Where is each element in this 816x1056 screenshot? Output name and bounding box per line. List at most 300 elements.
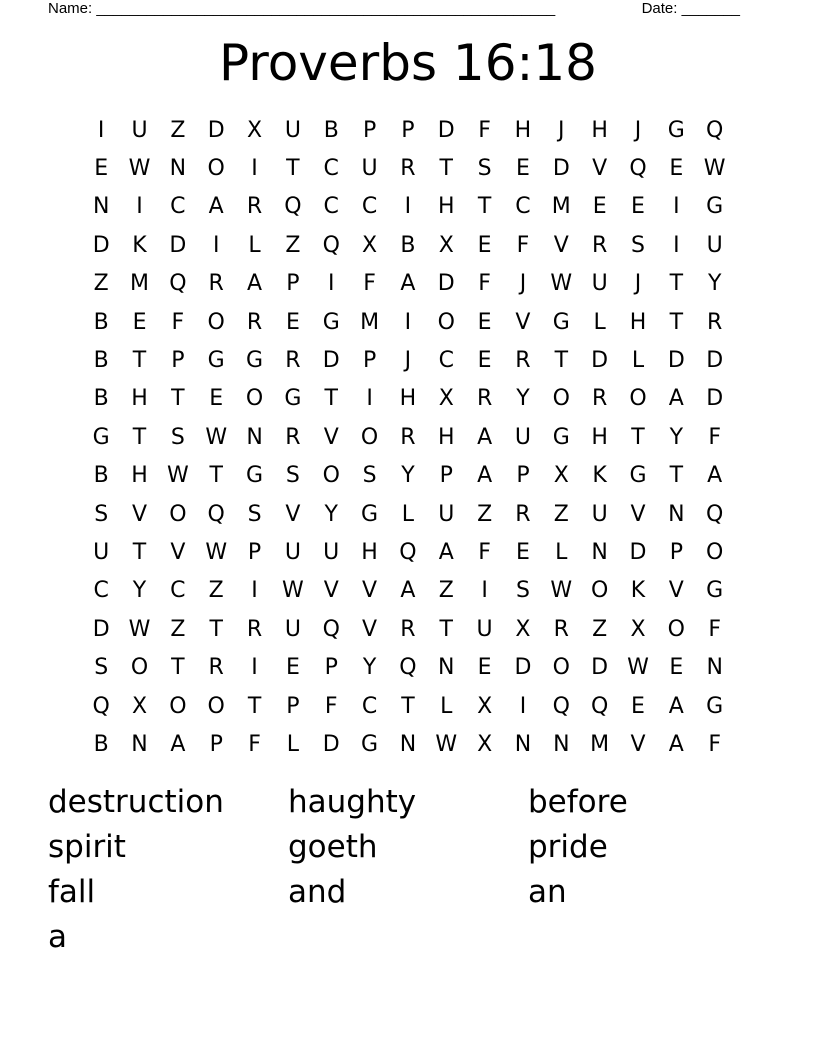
grid-cell: H	[437, 194, 455, 220]
grid-cell: O	[360, 424, 379, 450]
grid-cell: T	[286, 156, 300, 182]
grid-cell: Q	[629, 156, 647, 182]
grid-cell: O	[169, 693, 187, 719]
grid-cell: Z	[285, 232, 301, 258]
grid-cell: T	[132, 539, 147, 565]
grid-cell: J	[519, 271, 527, 297]
grid-cell: H	[629, 309, 647, 335]
grid-cell: D	[591, 348, 609, 374]
grid-cell: Z	[170, 616, 186, 642]
grid-cell: I	[212, 232, 220, 258]
grid-cell: R	[591, 386, 608, 412]
grid-cell: Q	[322, 232, 340, 258]
word-bank-item: before	[528, 784, 628, 820]
grid-cell: R	[400, 616, 416, 642]
grid-cell: P	[516, 463, 530, 489]
date-field-line[interactable]: Date: _______	[641, 0, 740, 17]
grid-cell: U	[591, 501, 608, 527]
grid-cell: R	[208, 271, 224, 297]
grid-cell: U	[591, 271, 608, 297]
grid-cell: Z	[208, 578, 224, 604]
grid-cell: B	[93, 386, 109, 412]
grid-cell: F	[363, 271, 376, 297]
grid-cell: N	[131, 731, 148, 757]
grid-cell: T	[477, 194, 492, 220]
grid-cell: T	[669, 271, 684, 297]
grid-cell: W	[128, 616, 151, 642]
grid-cell: Q	[706, 117, 724, 143]
grid-cell: G	[667, 117, 685, 143]
grid-cell: M	[130, 271, 149, 297]
grid-cell: A	[668, 731, 684, 757]
word-bank-item: destruction	[48, 784, 224, 820]
grid-cell: P	[324, 655, 338, 681]
grid-cell: E	[477, 655, 492, 681]
grid-cell: F	[516, 232, 530, 258]
grid-cell: F	[248, 731, 261, 757]
grid-cell: D	[706, 386, 724, 412]
grid-cell: O	[437, 309, 455, 335]
grid-cell: P	[171, 348, 185, 374]
grid-cell: W	[627, 655, 649, 681]
grid-cell: L	[401, 501, 415, 527]
grid-cell: R	[285, 348, 301, 374]
grid-cell: D	[322, 348, 340, 374]
grid-cell: D	[629, 539, 647, 565]
grid-cell: Y	[669, 424, 684, 450]
grid-cell: T	[171, 655, 185, 681]
grid-cell: T	[171, 386, 185, 412]
grid-cell: F	[708, 731, 721, 757]
grid-cell: H	[361, 539, 378, 565]
grid-cell: I	[97, 117, 105, 143]
grid-cell: P	[362, 348, 377, 374]
grid-cell: A	[707, 463, 723, 489]
name-field-line[interactable]: Name: _______________________________________________________	[48, 0, 556, 17]
grid-cell: G	[284, 386, 302, 412]
grid-cell: C	[438, 348, 454, 374]
grid-cell: T	[439, 156, 453, 182]
grid-cell: S	[94, 501, 109, 527]
grid-cell: Q	[590, 693, 609, 719]
grid-cell: G	[207, 348, 225, 374]
grid-cell: H	[437, 424, 455, 450]
grid-cell: L	[286, 731, 300, 757]
grid-cell: G	[706, 578, 724, 604]
grid-cell: N	[246, 424, 263, 450]
grid-cell: N	[169, 156, 187, 182]
grid-cell: D	[437, 271, 455, 297]
grid-cell: Q	[92, 693, 110, 719]
grid-cell: A	[247, 271, 263, 297]
grid-cell: T	[669, 463, 684, 489]
grid-cell: B	[93, 348, 109, 374]
grid-cell: W	[435, 731, 458, 757]
grid-cell: E	[209, 386, 224, 412]
grid-cell: U	[284, 616, 301, 642]
grid-cell: S	[247, 501, 262, 527]
grid-cell: T	[401, 693, 415, 719]
grid-cell: U	[131, 117, 148, 143]
grid-cell: K	[592, 463, 607, 489]
grid-cell: T	[132, 348, 147, 374]
grid-cell: V	[362, 578, 378, 604]
grid-cell: V	[362, 616, 378, 642]
grid-cell: D	[92, 232, 110, 258]
grid-cell: S	[94, 655, 109, 681]
grid-cell: A	[477, 424, 493, 450]
grid-cell: E	[477, 232, 492, 258]
grid-cell: I	[673, 194, 680, 220]
grid-cell: B	[93, 309, 109, 335]
grid-cell: G	[552, 424, 570, 450]
grid-cell: I	[327, 271, 335, 297]
grid-cell: X	[553, 463, 569, 489]
grid-cell: G	[629, 463, 647, 489]
grid-cell: J	[634, 271, 642, 297]
grid-cell: S	[631, 232, 645, 258]
grid-cell: F	[478, 271, 491, 297]
grid-cell: E	[516, 156, 530, 182]
grid-cell: U	[93, 539, 110, 565]
grid-cell: W	[703, 156, 726, 182]
grid-cell: R	[476, 386, 493, 412]
grid-cell: P	[669, 539, 683, 565]
grid-cell: G	[552, 309, 570, 335]
grid-cell: G	[92, 424, 110, 450]
grid-cell: R	[515, 348, 531, 374]
grid-cell: U	[438, 501, 455, 527]
grid-cell: V	[323, 424, 339, 450]
grid-cell: O	[552, 386, 570, 412]
word-search-grid	[82, 111, 734, 764]
grid-cell: P	[439, 463, 453, 489]
grid-cell: F	[708, 616, 721, 642]
word-bank-item: pride	[528, 829, 608, 865]
word-bank-item: fall	[48, 874, 96, 910]
grid-cell: Q	[169, 271, 187, 297]
grid-cell: E	[669, 655, 684, 681]
grid-cell: I	[366, 386, 373, 412]
grid-cell: P	[286, 271, 300, 297]
word-bank-item: spirit	[48, 829, 126, 865]
grid-cell: X	[131, 693, 148, 719]
grid-cell: H	[514, 117, 532, 143]
grid-cell: K	[630, 578, 646, 604]
grid-cell: U	[706, 232, 723, 258]
grid-cell: Q	[552, 693, 570, 719]
grid-cell: C	[323, 194, 339, 220]
grid-cell: W	[282, 578, 304, 604]
grid-cell: A	[208, 194, 224, 220]
grid-cell: Z	[477, 501, 493, 527]
grid-cell: E	[669, 156, 684, 182]
grid-cell: Z	[438, 578, 454, 604]
grid-cell: R	[553, 616, 569, 642]
grid-cell: N	[553, 731, 570, 757]
grid-cell: L	[593, 309, 606, 335]
grid-cell: F	[171, 309, 185, 335]
grid-cell: S	[170, 424, 185, 450]
grid-cell: A	[477, 463, 493, 489]
grid-cell: D	[591, 655, 609, 681]
grid-cell: Y	[362, 655, 377, 681]
grid-cell: N	[438, 655, 455, 681]
grid-cell: U	[284, 117, 301, 143]
grid-cell: R	[246, 616, 263, 642]
grid-cell: Q	[207, 501, 225, 527]
grid-cell: E	[94, 156, 109, 182]
grid-cell: T	[209, 616, 223, 642]
grid-cell: I	[251, 156, 258, 182]
page-title: Proverbs 16:18	[218, 34, 597, 92]
grid-cell: R	[400, 424, 416, 450]
grid-cell: W	[205, 539, 228, 565]
grid-cell: V	[592, 156, 608, 182]
grid-cell: M	[551, 194, 571, 220]
grid-cell: Q	[399, 655, 417, 681]
grid-cell: U	[361, 156, 378, 182]
word-bank-item: goeth	[288, 829, 378, 865]
grid-cell: V	[285, 501, 301, 527]
grid-cell: U	[323, 539, 340, 565]
grid-cell: H	[591, 117, 608, 143]
grid-cell: O	[207, 156, 225, 182]
grid-cell: M	[590, 731, 610, 757]
grid-cell: O	[629, 386, 647, 412]
grid-cell: N	[514, 731, 532, 757]
grid-cell: Q	[399, 539, 417, 565]
grid-cell: B	[323, 117, 339, 143]
grid-cell: W	[166, 463, 189, 489]
grid-cell: H	[131, 386, 148, 412]
grid-cell: P	[362, 117, 377, 143]
grid-cell: V	[630, 501, 646, 527]
grid-cell: X	[438, 386, 454, 412]
grid-cell: I	[136, 194, 143, 220]
grid-cell: N	[92, 194, 110, 220]
word-bank-item: a	[48, 919, 67, 955]
grid-cell: G	[706, 693, 724, 719]
word-bank-item: an	[528, 874, 567, 910]
grid-cell: E	[477, 348, 492, 374]
grid-cell: D	[552, 156, 570, 182]
grid-cell: O	[667, 616, 685, 642]
grid-cell: T	[554, 348, 569, 374]
grid-cell: O	[245, 386, 264, 412]
grid-cell: D	[169, 232, 187, 258]
grid-cell: W	[128, 156, 151, 182]
grid-cell: O	[706, 539, 724, 565]
grid-cell: D	[207, 117, 225, 143]
grid-cell: T	[439, 616, 453, 642]
grid-cell: X	[515, 616, 531, 642]
grid-cell: Z	[553, 501, 569, 527]
grid-cell: T	[669, 309, 684, 335]
grid-cell: R	[591, 232, 608, 258]
grid-cell: A	[668, 693, 684, 719]
grid-cell: G	[706, 194, 724, 220]
grid-cell: C	[361, 194, 378, 220]
grid-cell: T	[631, 424, 645, 450]
grid-cell: I	[404, 194, 412, 220]
grid-cell: V	[323, 578, 339, 604]
word-bank-item: and	[288, 874, 347, 910]
name-date-header	[48, 0, 740, 19]
grid-cell: H	[399, 386, 417, 412]
word-bank	[48, 780, 768, 960]
grid-cell: R	[246, 309, 263, 335]
grid-cell: Y	[132, 578, 147, 604]
grid-cell: Z	[93, 271, 109, 297]
grid-cell: L	[248, 232, 261, 258]
grid-cell: G	[246, 463, 264, 489]
grid-cell: L	[555, 539, 568, 565]
grid-cell: X	[630, 616, 646, 642]
grid-cell: U	[514, 424, 531, 450]
grid-cell: F	[708, 424, 721, 450]
grid-cell: L	[440, 693, 453, 719]
grid-cell: O	[130, 655, 149, 681]
grid-cell: I	[251, 655, 258, 681]
grid-cell: J	[634, 117, 642, 143]
grid-cell: R	[285, 424, 301, 450]
grid-cell: T	[132, 424, 147, 450]
grid-cell: B	[400, 232, 416, 258]
grid-cell: I	[404, 309, 412, 335]
grid-cell: Q	[284, 194, 302, 220]
grid-cell: Q	[706, 501, 724, 527]
grid-cell: D	[92, 616, 110, 642]
grid-cell: H	[591, 424, 608, 450]
grid-cell: C	[93, 578, 109, 604]
grid-cell: S	[477, 156, 492, 182]
grid-cell: T	[209, 463, 223, 489]
grid-cell: R	[246, 194, 263, 220]
grid-cell: I	[519, 693, 527, 719]
grid-cell: V	[170, 539, 186, 565]
grid-cell: E	[631, 194, 645, 220]
grid-cell: F	[478, 539, 491, 565]
grid-cell: X	[438, 232, 454, 258]
grid-cell: A	[668, 386, 684, 412]
grid-cell: G	[322, 309, 340, 335]
grid-cell: J	[404, 348, 412, 374]
grid-cell: I	[251, 578, 258, 604]
grid-cell: D	[514, 655, 532, 681]
grid-cell: R	[400, 156, 416, 182]
grid-cell: H	[131, 463, 148, 489]
grid-cell: G	[246, 348, 264, 374]
grid-cell: O	[169, 501, 187, 527]
grid-cell: K	[132, 232, 147, 258]
grid-cell: N	[399, 731, 417, 757]
grid-cell: U	[476, 616, 493, 642]
grid-cell: Z	[592, 616, 608, 642]
grid-cell: Y	[324, 501, 338, 527]
grid-cell: W	[550, 578, 573, 604]
grid-cell: O	[207, 693, 225, 719]
grid-cell: D	[706, 348, 724, 374]
grid-cell: N	[706, 655, 723, 681]
grid-cell: G	[361, 501, 379, 527]
grid-cell: N	[591, 539, 608, 565]
grid-cell: A	[170, 731, 186, 757]
grid-cell: X	[477, 731, 493, 757]
grid-cell: F	[324, 693, 338, 719]
grid-cell: R	[208, 655, 224, 681]
grid-cell: A	[400, 271, 416, 297]
grid-cell: U	[284, 539, 301, 565]
grid-cell: A	[438, 539, 454, 565]
grid-cell: D	[667, 348, 685, 374]
grid-cell: F	[478, 117, 491, 143]
grid-cell: X	[247, 117, 263, 143]
grid-cell: C	[515, 194, 531, 220]
grid-cell: E	[285, 655, 300, 681]
grid-cell: G	[361, 731, 379, 757]
grid-cell: C	[170, 578, 186, 604]
grid-cell: N	[668, 501, 685, 527]
grid-cell: O	[552, 655, 570, 681]
grid-cell: V	[515, 309, 531, 335]
grid-cell: X	[477, 693, 493, 719]
grid-cell: I	[481, 578, 488, 604]
grid-cell: C	[170, 194, 186, 220]
grid-cell: V	[131, 501, 148, 527]
grid-cell: D	[322, 731, 340, 757]
grid-cell: V	[668, 578, 684, 604]
grid-cell: T	[247, 693, 262, 719]
grid-cell: Y	[707, 271, 722, 297]
grid-cell: E	[592, 194, 607, 220]
grid-cell: Z	[170, 117, 186, 143]
grid-cell: P	[286, 693, 300, 719]
grid-cell: P	[209, 731, 223, 757]
grid-cell: P	[247, 539, 262, 565]
grid-cell: Q	[322, 616, 340, 642]
grid-cell: W	[205, 424, 228, 450]
grid-cell: C	[323, 156, 339, 182]
grid-cell: D	[437, 117, 455, 143]
grid-cell: B	[93, 731, 109, 757]
grid-cell: P	[401, 117, 415, 143]
grid-cell: L	[631, 348, 645, 374]
grid-cell: S	[515, 578, 530, 604]
grid-cell: C	[361, 693, 378, 719]
grid-cell: I	[673, 232, 680, 258]
grid-cell: E	[631, 693, 645, 719]
grid-cell: S	[362, 463, 377, 489]
grid-cell: E	[132, 309, 147, 335]
grid-cell: W	[550, 271, 573, 297]
grid-cell: E	[516, 539, 530, 565]
grid-cell: E	[477, 309, 492, 335]
grid-cell: Y	[401, 463, 415, 489]
grid-cell: R	[515, 501, 531, 527]
grid-cell: T	[324, 386, 338, 412]
grid-cell: O	[207, 309, 225, 335]
grid-cell: V	[553, 232, 569, 258]
grid-cell: S	[285, 463, 300, 489]
grid-cell: O	[322, 463, 340, 489]
grid-cell: M	[360, 309, 380, 335]
grid-cell: Y	[516, 386, 530, 412]
grid-cell: V	[630, 731, 646, 757]
grid-cell: J	[558, 117, 565, 143]
grid-cell: R	[707, 309, 723, 335]
grid-cell: B	[93, 463, 109, 489]
